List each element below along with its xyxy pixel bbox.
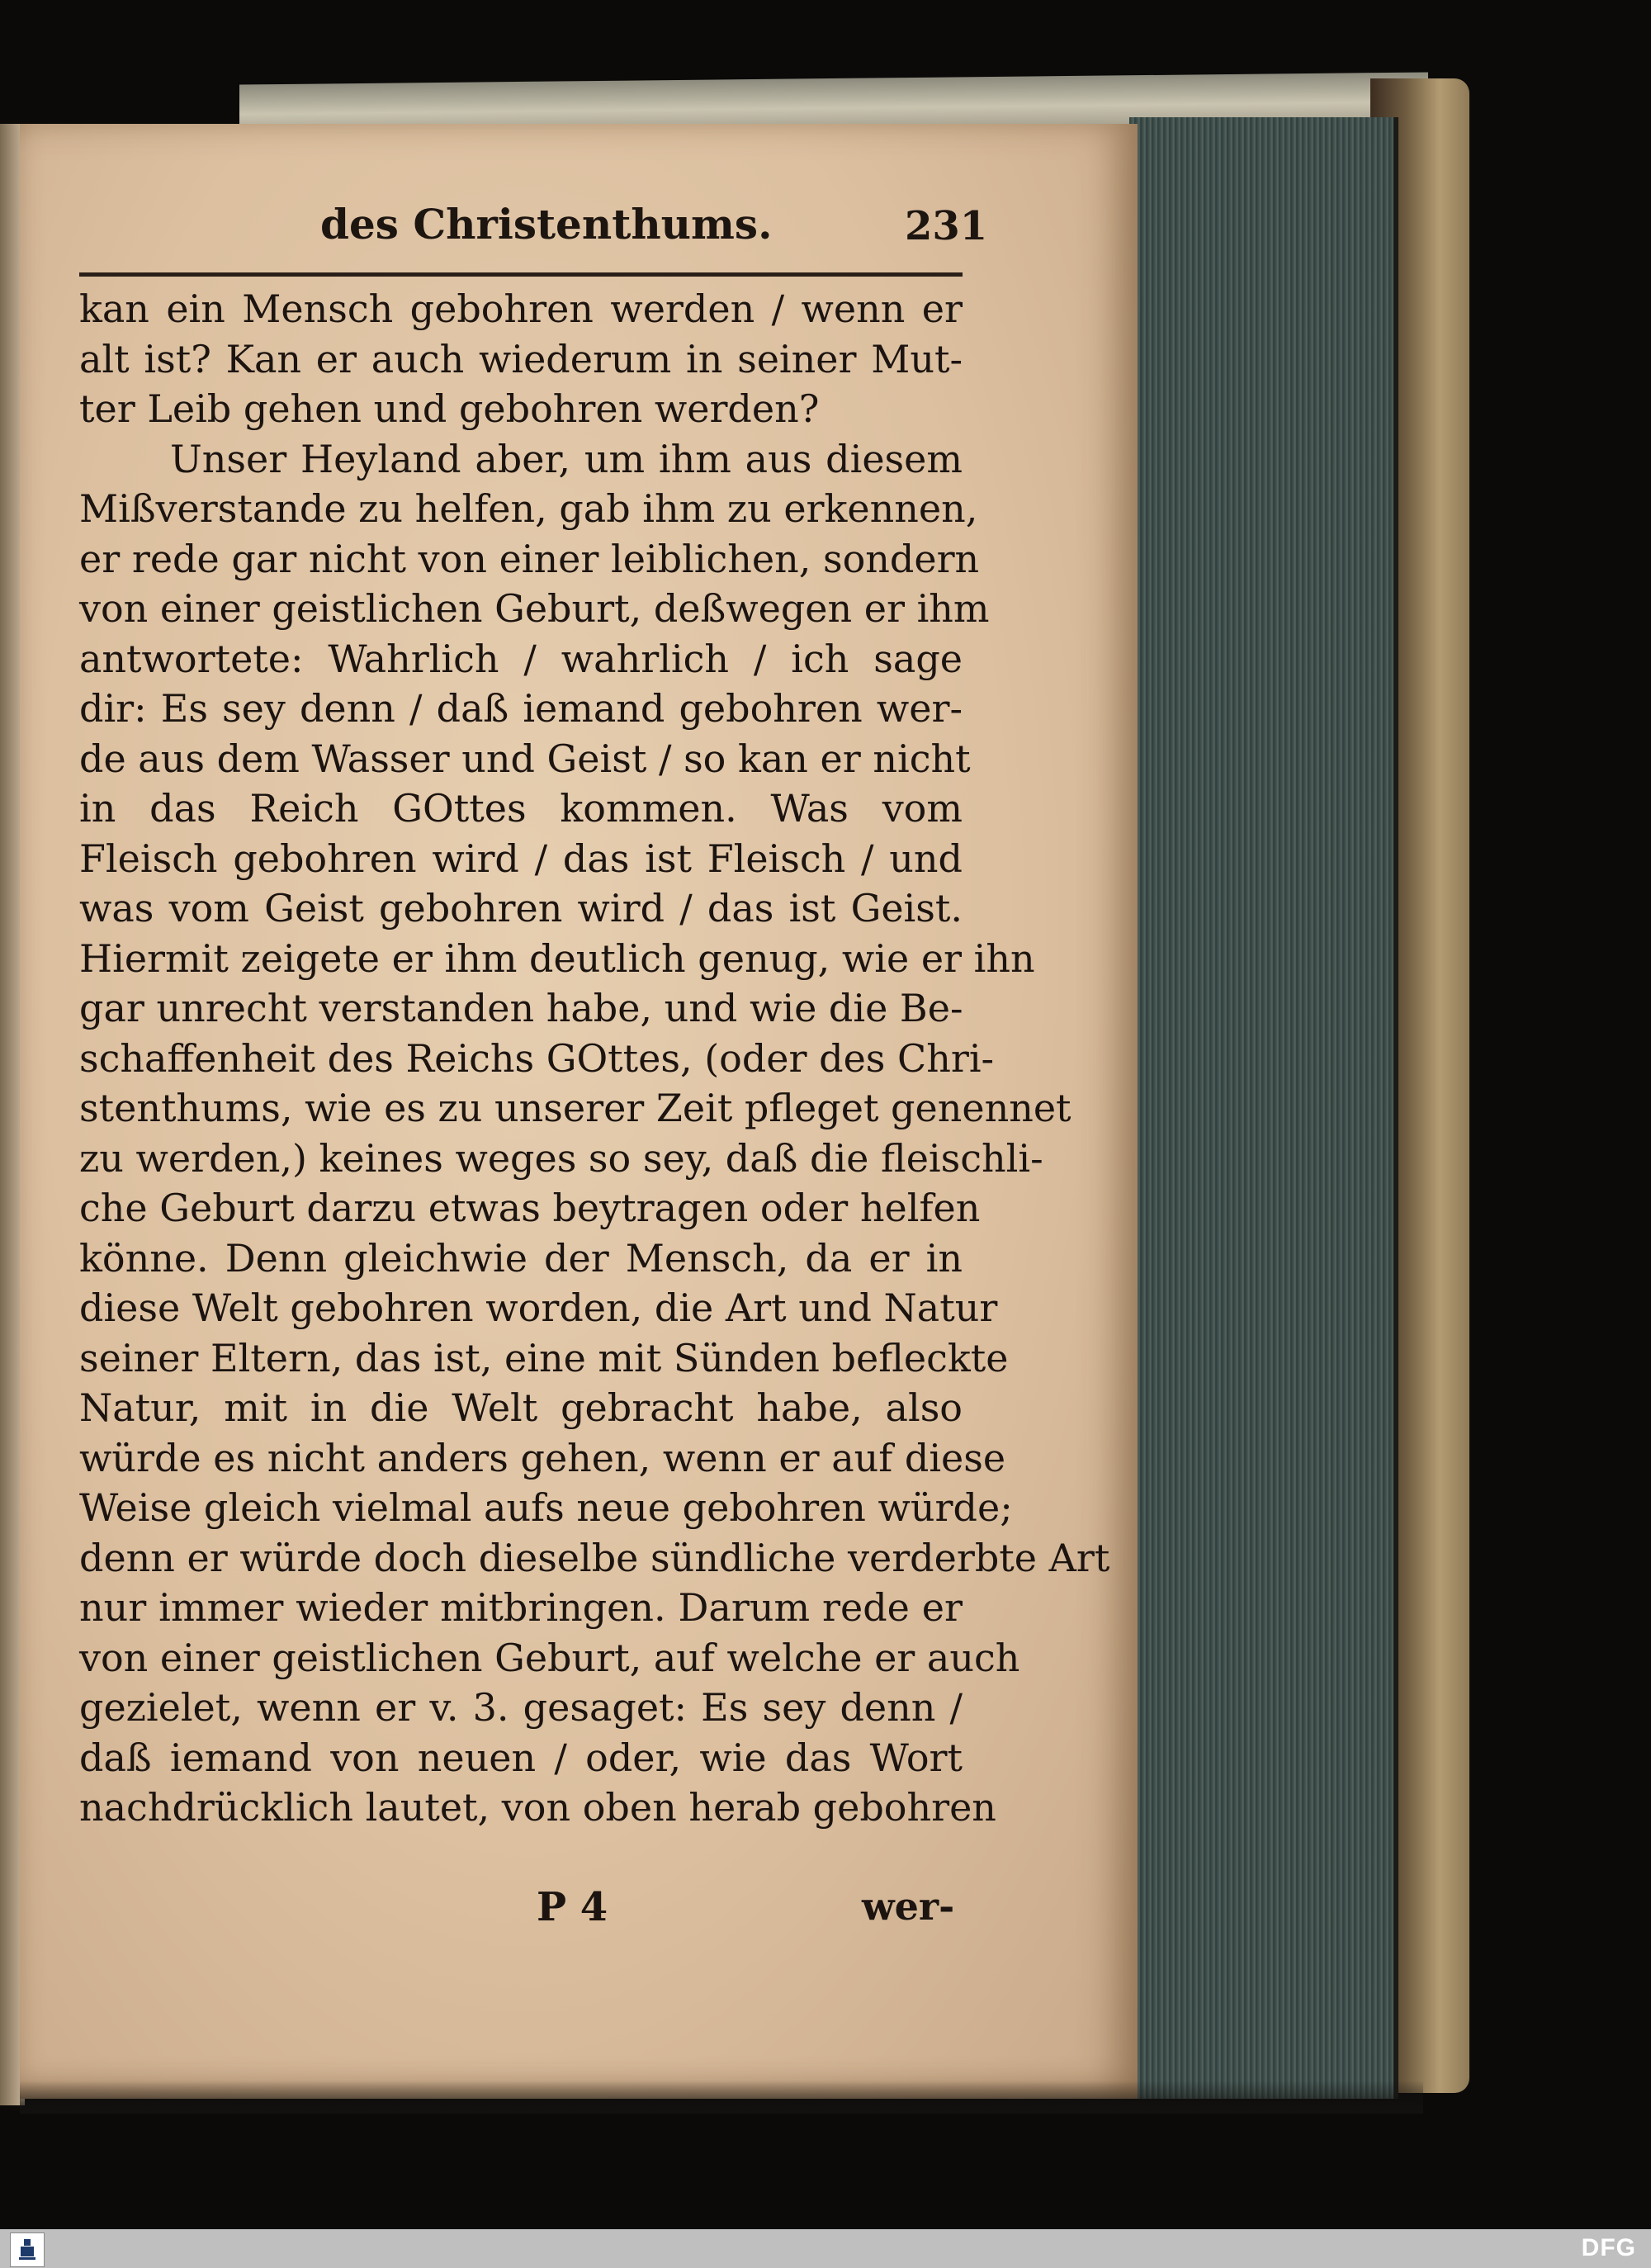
text-line: nachdrücklich lautet, von oben herab gebohren — [79, 1785, 996, 1830]
text-line: zu werden,) keines weges so sey, daß die fleischli- — [79, 1135, 1043, 1181]
text-line: schaffenheit des Reichs GOttes, (oder des Chri- — [79, 1035, 995, 1081]
page-number: 231 — [905, 203, 988, 249]
library-logo-icon-shape — [17, 2237, 38, 2262]
text-line: Natur, mit in die Welt gebracht habe, also — [79, 1385, 963, 1430]
text-line: seiner Eltern, das ist, eine mit Sünden befleckte — [79, 1335, 1009, 1380]
running-head: des Christenthums. — [320, 200, 773, 249]
text-line: dir: Es sey denn / daß iemand gebohren wer- — [79, 686, 963, 731]
text-line: daß iemand von neuen / oder, wie das Wort — [79, 1735, 963, 1780]
text-line: Mißverstande zu helfen, gab ihm zu erkennen, — [79, 486, 978, 531]
text-line: Fleisch gebohren wird / das ist Fleisch / und — [79, 836, 963, 881]
body-text — [79, 284, 1110, 1833]
page-bottom-shadow — [20, 2081, 1423, 2114]
text-line: von einer geistlichen Geburt, deßwegen er ihm — [79, 586, 990, 631]
text-line: alt ist? Kan er auch wiederum in seiner Mut- — [79, 336, 963, 381]
text-line: würde es nicht anders gehen, wenn er auf diese — [79, 1435, 1006, 1480]
text-line: stenthums, wie es zu unserer Zeit pfleget genennet — [79, 1086, 1071, 1130]
text-line: gar unrecht verstanden habe, und wie die Be- — [79, 986, 963, 1030]
text-line: er rede gar nicht von einer leiblichen, sondern — [79, 536, 980, 581]
text-line: Hiermit zeigete er ihm deutlich genug, wie er ihn — [79, 935, 1035, 981]
text-line: diese Welt gebohren worden, die Art und Natur — [79, 1286, 998, 1330]
viewer-footer-bar — [0, 2229, 1651, 2268]
text-line: in das Reich GOttes kommen. Was vom — [79, 786, 963, 831]
text-line: was vom Geist gebohren wird / das ist Geist. — [79, 886, 963, 930]
text-line: könne. Denn gleichwie der Mensch, da er in — [79, 1235, 963, 1281]
text-line: antwortete: Wahrlich / wahrlich / ich sage — [79, 636, 963, 681]
text-line: kan ein Mensch gebohren werden / wenn er — [79, 286, 963, 331]
head-rule — [79, 272, 963, 277]
text-line: ter Leib gehen und gebohren werden? — [79, 386, 820, 431]
text-line: nur immer wieder mitbringen. Darum rede er — [79, 1585, 963, 1630]
text-line: Unser Heyland aber, um ihm aus diesem — [170, 436, 963, 481]
text-line: de aus dem Wasser und Geist / so kan er nicht — [79, 736, 971, 781]
dfg-logo[interactable]: DFG — [1581, 2234, 1636, 2261]
library-logo-icon[interactable] — [10, 2232, 45, 2267]
signature-mark: P 4 — [537, 1884, 608, 1930]
text-line: denn er würde doch dieselbe sündliche verderbte Art — [79, 1535, 1110, 1580]
text-line: von einer geistlichen Geburt, auf welche er auch — [79, 1635, 1020, 1680]
text-line: che Geburt darzu etwas beytragen oder helfen — [79, 1186, 981, 1230]
text-line: gezielet, wenn er v. 3. gesaget: Es sey denn / — [79, 1685, 963, 1730]
text-line: Weise gleich vielmal aufs neue gebohren würde; — [79, 1485, 1013, 1530]
catchword: wer- — [862, 1884, 955, 1929]
book-fore-edge — [1129, 117, 1398, 2099]
